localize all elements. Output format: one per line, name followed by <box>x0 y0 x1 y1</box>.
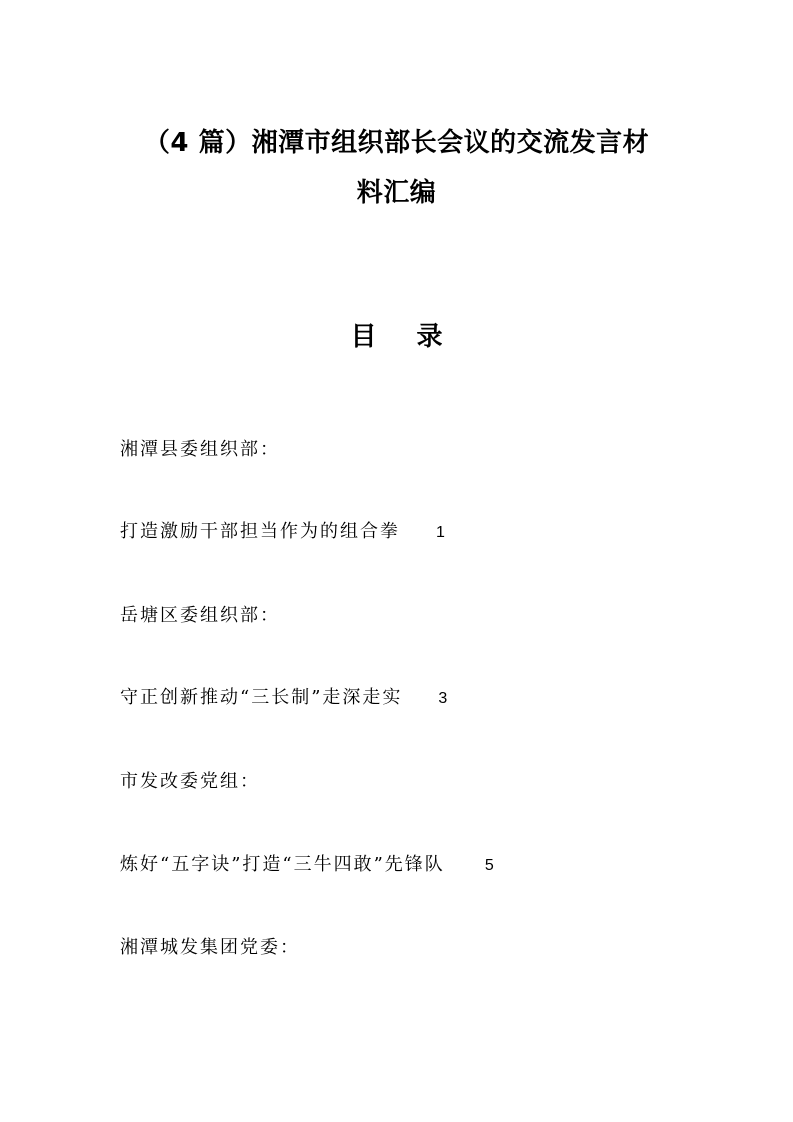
toc-section-text: 湘潭城发集团党委： <box>120 937 300 958</box>
toc-item <box>120 687 447 710</box>
toc-section-label <box>120 439 280 461</box>
toc-item-page-number: 3 <box>438 690 448 707</box>
toc-item <box>120 854 494 877</box>
toc-section-label <box>120 937 300 959</box>
document-title-line-2: 料汇编 <box>356 178 437 208</box>
toc-item-text: 炼好“五字诀”打造“三牛四敢”先锋队 <box>120 854 445 875</box>
toc-item <box>120 521 445 544</box>
toc-section-text: 湘潭县委组织部： <box>120 439 280 460</box>
toc-item-page-number: 5 <box>484 857 494 874</box>
toc-heading-left: 目 <box>350 322 377 352</box>
toc-section-label <box>120 771 260 793</box>
toc-section-text: 市发改委党组： <box>120 771 260 792</box>
toc-item-text: 守正创新推动“三长制”走深走实 <box>120 687 403 708</box>
toc-item-text: 打造激励干部担当作为的组合拳 <box>120 521 400 542</box>
document-title-line-1: （4 篇）湘潭市组织部长会议的交流发言材 <box>143 128 650 158</box>
toc-heading <box>0 322 793 352</box>
toc-heading-right: 录 <box>416 322 443 352</box>
toc-section-text: 岳塘区委组织部： <box>120 605 280 626</box>
toc-item-page-number: 1 <box>436 524 445 541</box>
toc-section-label <box>120 605 280 627</box>
